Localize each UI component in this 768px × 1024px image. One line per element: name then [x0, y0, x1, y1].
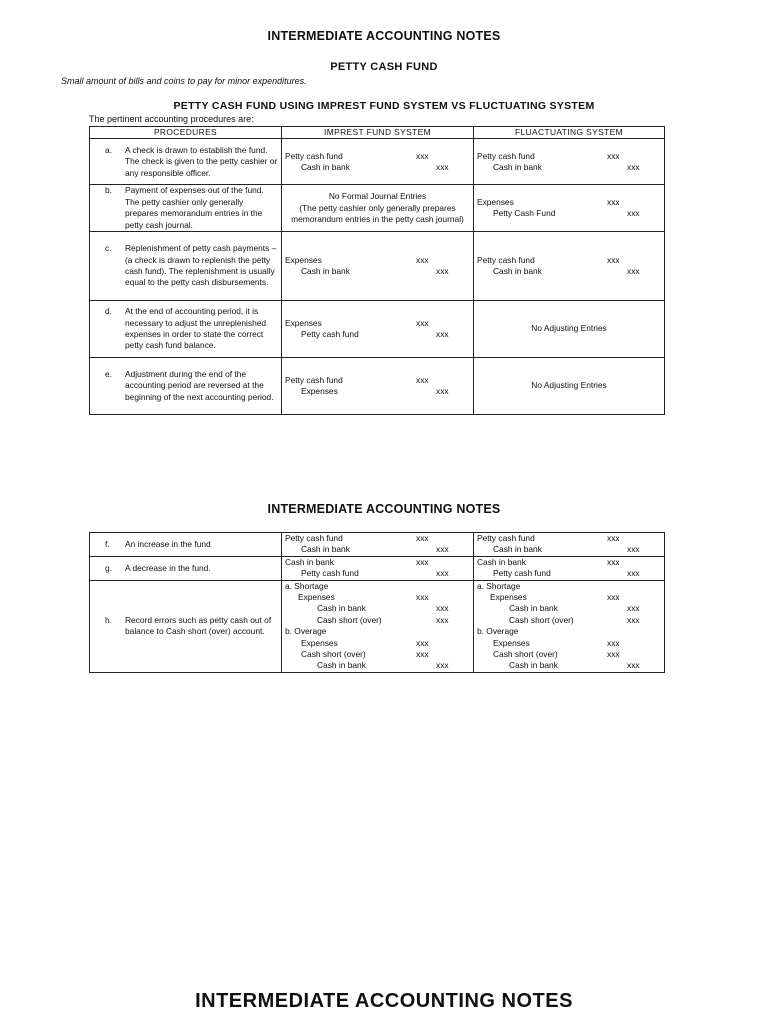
procedure-label: c.: [105, 243, 112, 254]
fluctuating-cell: [474, 580, 665, 672]
table-row: [90, 358, 665, 415]
debit-amount: xxx: [416, 649, 429, 660]
credit-account: Cash in bank: [493, 161, 542, 172]
debit-amount: xxx: [607, 196, 620, 207]
table-row: [90, 580, 665, 672]
credit-amount: xxx: [436, 544, 449, 555]
debit-account: Cash short (over): [493, 649, 558, 660]
credit-account: Cash in bank: [301, 266, 350, 277]
debit-account: Expenses: [477, 196, 514, 207]
debit-amount: xxx: [416, 254, 429, 265]
imprest-cell: [282, 139, 474, 185]
procedure-label: h.: [105, 614, 112, 625]
credit-amount: xxx: [627, 603, 640, 614]
procedure-text: At the end of accounting period, it is necessary to adjust the unreplenished expenses in order to state the correct petty cash fund balance.: [125, 306, 267, 351]
debit-account: Expenses: [298, 592, 335, 603]
column-header-fluctuating: FLUACTUATING SYSTEM: [474, 127, 665, 139]
intro-text: The pertinent accounting procedures are:: [89, 114, 254, 124]
procedure-cell: [90, 139, 282, 185]
comparison-title: PETTY CASH FUND USING IMPREST FUND SYSTEM VS FLUCTUATING SYSTEM: [173, 100, 595, 112]
debit-amount: xxx: [416, 556, 429, 567]
table-row: [90, 556, 665, 580]
comparison-table-continued: [89, 532, 665, 673]
table-row: [90, 232, 665, 301]
credit-account: Cash short (over): [317, 614, 382, 625]
credit-amount: xxx: [436, 329, 449, 340]
table-row: [90, 533, 665, 557]
procedure-text: Adjustment during the end of the accounting period are reversed at the beginning of the next accounting period.: [125, 368, 274, 402]
imprest-cell: [282, 232, 474, 301]
debit-account: Expenses: [493, 637, 530, 648]
debit-amount: xxx: [416, 592, 429, 603]
footer-title: INTERMEDIATE ACCOUNTING NOTES: [195, 990, 573, 1012]
credit-amount: xxx: [627, 266, 640, 277]
debit-account: Petty cash fund: [477, 150, 535, 161]
shortage-label: a. Shortage: [477, 580, 521, 591]
fluctuating-cell: [474, 533, 665, 557]
definition-text: Small amount of bills and coins to pay for minor expenditures.: [61, 76, 307, 86]
credit-amount: xxx: [436, 603, 449, 614]
fluctuating-note: No Adjusting Entries: [474, 358, 665, 415]
debit-account: Petty cash fund: [477, 254, 535, 265]
credit-account: Petty cash fund: [301, 329, 359, 340]
credit-account: Cash in bank: [301, 544, 350, 555]
credit-amount: xxx: [436, 660, 449, 671]
imprest-cell: [282, 556, 474, 580]
page2-title: INTERMEDIATE ACCOUNTING NOTES: [267, 502, 501, 516]
debit-amount: xxx: [607, 556, 620, 567]
debit-amount: xxx: [607, 637, 620, 648]
credit-account: Cash in bank: [301, 161, 350, 172]
procedure-label: f.: [105, 538, 110, 549]
procedure-label: d.: [105, 306, 112, 317]
imprest-cell: [282, 533, 474, 557]
credit-account: Cash in bank: [317, 660, 366, 671]
credit-amount: xxx: [627, 208, 640, 219]
procedure-cell: [90, 232, 282, 301]
debit-amount: xxx: [607, 254, 620, 265]
credit-amount: xxx: [436, 386, 449, 397]
credit-account: Cash in bank: [509, 660, 558, 671]
debit-amount: xxx: [607, 150, 620, 161]
debit-amount: xxx: [607, 533, 620, 543]
procedure-cell: [90, 533, 282, 557]
debit-account: Expenses: [285, 254, 322, 265]
credit-amount: xxx: [436, 266, 449, 277]
debit-amount: xxx: [416, 637, 429, 648]
procedure-text: A check is drawn to establish the fund. The check is given to the petty cashier or any responsible officer.: [125, 144, 278, 178]
debit-amount: xxx: [607, 592, 620, 603]
procedure-text: Record errors such as petty cash out of balance to Cash short (over) account.: [125, 614, 272, 637]
fluctuating-cell: [474, 556, 665, 580]
debit-account: Expenses: [301, 637, 338, 648]
table-header-row: [90, 127, 665, 139]
credit-account: Cash in bank: [493, 266, 542, 277]
fluctuating-cell: [474, 185, 665, 232]
debit-account: Cash short (over): [301, 649, 366, 660]
procedure-label: b.: [105, 185, 112, 196]
debit-account: Cash in bank: [285, 556, 334, 567]
column-header-imprest: IMPREST FUND SYSTEM: [282, 127, 474, 139]
procedure-label: a.: [105, 144, 112, 155]
debit-account: Petty cash fund: [285, 533, 343, 543]
procedure-cell: [90, 580, 282, 672]
credit-account: Cash in bank: [509, 603, 558, 614]
imprest-cell: [282, 580, 474, 672]
credit-account: Petty Cash Fund: [493, 208, 556, 219]
fluctuating-note: No Adjusting Entries: [474, 301, 665, 358]
debit-amount: xxx: [607, 649, 620, 660]
debit-account: Expenses: [490, 592, 527, 603]
fluctuating-cell: [474, 139, 665, 185]
credit-amount: xxx: [627, 161, 640, 172]
procedure-cell: [90, 185, 282, 232]
credit-account: Petty cash fund: [301, 568, 359, 579]
debit-account: Petty cash fund: [285, 374, 343, 385]
procedure-text: An increase in the fund: [125, 538, 211, 549]
procedure-text: A decrease in the fund.: [125, 562, 211, 573]
imprest-cell: [282, 358, 474, 415]
table-row: [90, 185, 665, 232]
credit-amount: xxx: [436, 568, 449, 579]
column-header-procedures: PROCEDURES: [90, 127, 282, 139]
credit-amount: xxx: [627, 660, 640, 671]
credit-amount: xxx: [436, 161, 449, 172]
procedure-cell: [90, 358, 282, 415]
imprest-note: No Formal Journal Entries (The petty cashier only generally prepares memorandum entries in the petty cash journal): [282, 185, 474, 232]
debit-account: Petty cash fund: [285, 150, 343, 161]
debit-amount: xxx: [416, 150, 429, 161]
credit-amount: xxx: [627, 544, 640, 555]
procedure-label: e.: [105, 368, 112, 379]
credit-amount: xxx: [627, 568, 640, 579]
procedure-text: Replenishment of petty cash payments – (a check is drawn to replenish the petty cash fund). The replenishment is usually equal to the petty cash disbursements.: [125, 243, 277, 288]
debit-account: Cash in bank: [477, 556, 526, 567]
credit-amount: xxx: [627, 614, 640, 625]
imprest-cell: [282, 301, 474, 358]
debit-amount: xxx: [416, 317, 429, 328]
debit-account: Expenses: [285, 317, 322, 328]
table-row: [90, 301, 665, 358]
credit-account: Petty cash fund: [493, 568, 551, 579]
table-row: [90, 139, 665, 185]
credit-account: Expenses: [301, 386, 338, 397]
debit-amount: xxx: [416, 533, 429, 543]
credit-account: Cash in bank: [317, 603, 366, 614]
debit-amount: xxx: [416, 374, 429, 385]
overage-label: b. Overage: [477, 626, 519, 637]
credit-account: Cash short (over): [509, 614, 574, 625]
procedure-label: g.: [105, 562, 112, 573]
debit-account: Petty cash fund: [477, 533, 535, 543]
procedure-text: Payment of expenses out of the fund. The petty cashier only generally prepares memorandum entries in the petty cash journal.: [125, 185, 264, 230]
credit-amount: xxx: [436, 614, 449, 625]
comparison-table: [89, 126, 665, 415]
procedure-cell: [90, 556, 282, 580]
page-title: INTERMEDIATE ACCOUNTING NOTES: [267, 29, 501, 43]
fluctuating-cell: [474, 232, 665, 301]
credit-account: Cash in bank: [493, 544, 542, 555]
section-subtitle: PETTY CASH FUND: [330, 61, 438, 73]
overage-label: b. Overage: [285, 626, 327, 637]
procedure-cell: [90, 301, 282, 358]
shortage-label: a. Shortage: [285, 580, 329, 591]
